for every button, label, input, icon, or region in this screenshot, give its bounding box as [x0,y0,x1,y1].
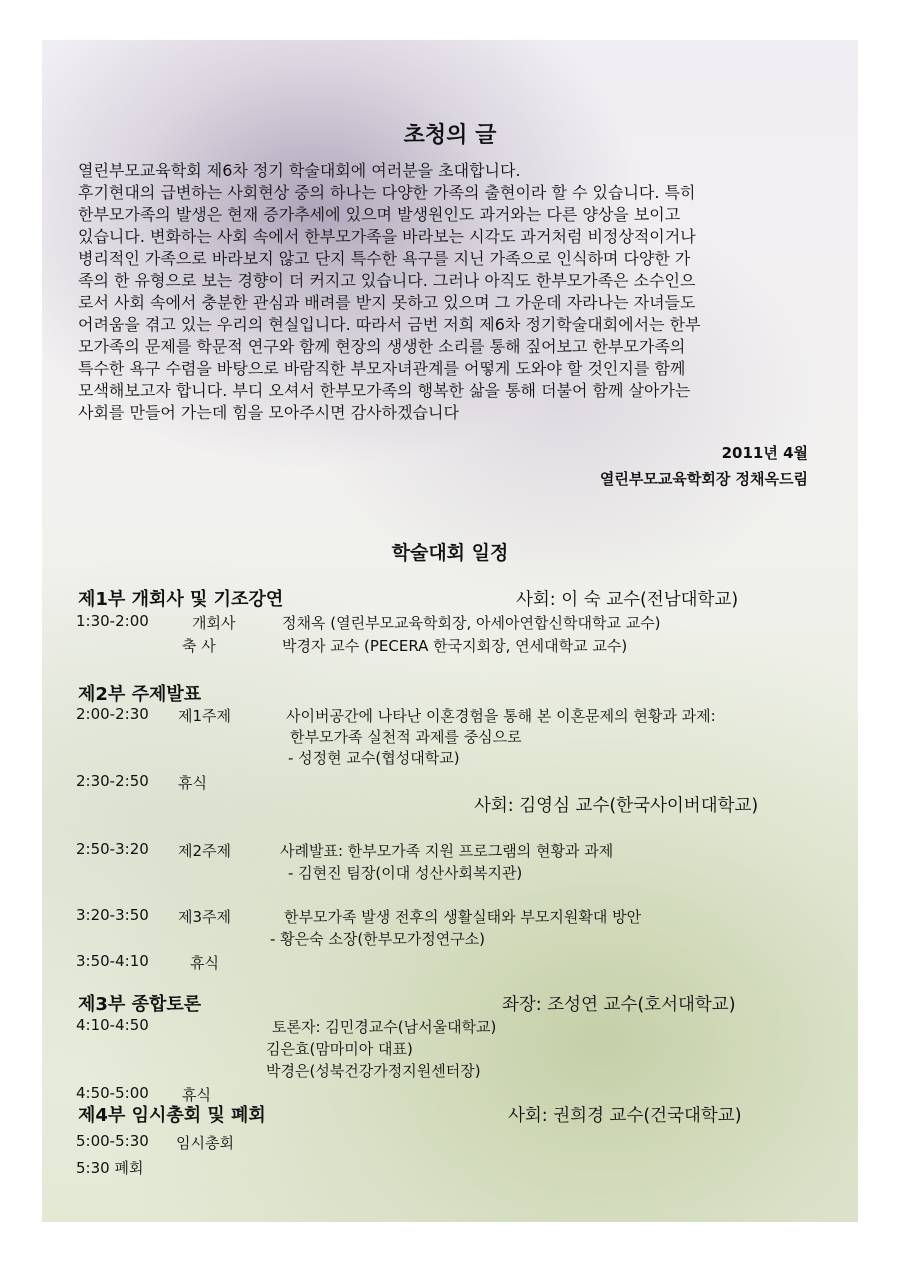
schedule-label: 임시총회 [176,1134,234,1152]
part3-host: 좌장: 조성연 교수(호서대학교) [502,995,736,1015]
part2-heading: 제2부 주제발표 [78,684,202,705]
invitation-line: 특수한 욕구 수렴을 바탕으로 바람직한 부모자녀관계를 어떻게 도와야 할 것인지를 함께 [78,359,686,378]
invitation-line: 모색해보고자 합니다. 부디 오셔서 한부모가족의 행복한 삶을 통해 더불어 함께 살아가는 [78,381,691,400]
part2-host: 사회: 김영심 교수(한국사이버대학교) [474,796,759,816]
schedule-label: 축 사 [182,637,216,655]
invitation-line: 족의 한 유형으로 보는 경향이 더 커지고 있습니다. 그러나 아직도 한부모가족은 소수인으 [78,271,696,290]
invitation-title: 초청의 글 [403,123,497,148]
schedule-time: 5:00-5:30 [76,1132,149,1150]
topic-speaker: - 황은숙 소장(한부모가정연구소) [270,930,486,948]
topic-speaker: - 김현진 팀장(이대 성산사회복지관) [288,864,523,882]
schedule-time: 1:30-2:00 [76,612,149,630]
part3-heading: 제3부 종합토론 [78,994,202,1015]
topic-subtitle: 한부모가족 실천적 과제를 중심으로 [290,728,522,746]
schedule-label: 제2주제 [178,842,232,860]
invitation-line: 모가족의 문제를 학문적 연구와 함께 현장의 생생한 소리를 통해 짚어보고 한부모가족의 [78,337,686,356]
schedule-label: 휴식 [182,1086,211,1104]
schedule-time: 2:00-2:30 [76,705,149,723]
schedule-label: 개회사 [192,614,236,632]
schedule-time: 4:50-5:00 [76,1084,149,1102]
discussant: 박경은(성북건강가정지원센터장) [266,1062,481,1080]
invitation-line: 열린부모교육학회 제6차 정기 학술대회에 여러분을 초대합니다. [78,161,521,180]
schedule-text: 5:30 폐회 [76,1159,144,1177]
part4-host: 사회: 권희경 교수(건국대학교) [508,1106,742,1126]
invitation-line: 어려움을 겪고 있는 우리의 현실입니다. 따라서 금번 저희 제6차 정기학술대회에서는 한부 [78,315,701,334]
schedule-text: 박경자 교수 (PECERA 한국지회장, 연세대학교 교수) [282,637,628,655]
invitation-signature: 열린부모교육학회장 정채옥드림 [599,470,808,488]
schedule-time: 3:50-4:10 [76,952,149,970]
schedule-time: 3:20-3:50 [76,906,149,924]
invitation-line: 로서 사회 속에서 충분한 관심과 배려를 받지 못하고 있으며 그 가운데 자라나는 자녀들도 [78,293,696,312]
schedule-time: 2:50-3:20 [76,840,149,858]
schedule-label: 휴식 [178,774,207,792]
schedule-time: 4:10-4:50 [76,1016,149,1034]
schedule-text: 정채옥 (열린부모교육학회장, 아세아연합신학대학교 교수) [282,614,661,632]
invitation-line: 후기현대의 급변하는 사회현상 중의 하나는 다양한 가족의 출현이라 할 수 있습니다. 특히 [78,183,696,202]
part4-heading: 제4부 임시총회 및 폐회 [78,1105,266,1126]
schedule-label: 휴식 [190,954,219,972]
part1-host: 사회: 이 숙 교수(전남대학교) [516,590,739,610]
schedule-time: 2:30-2:50 [76,772,149,790]
discussant: 김은효(맘마미아 대표) [266,1040,413,1058]
schedule-label: 제3주제 [178,908,232,926]
topic-speaker: - 성정현 교수(협성대학교) [288,749,460,767]
invitation-line: 한부모가족의 발생은 현재 증가추세에 있으며 발생원인도 과거와는 다른 양상을 보이고 [78,205,681,224]
part1-heading: 제1부 개회사 및 기조강연 [78,589,284,610]
topic-title: 사이버공간에 나타난 이혼경험을 통해 본 이혼문제의 현황과 과제: [286,707,716,725]
document-page [42,40,858,1222]
schedule-label: 제1주제 [178,707,232,725]
topic-title: 한부모가족 발생 전후의 생활실태와 부모지원확대 방안 [284,908,642,926]
invitation-line: 병리적인 가족으로 바라보지 않고 단지 특수한 욕구를 지닌 가족으로 인식하며 다양한 가 [78,249,691,268]
schedule-title: 학술대회 일정 [391,542,509,564]
invitation-date: 2011년 4월 [721,444,808,462]
discussant: 토론자: 김민경교수(남서울대학교) [272,1018,497,1036]
invitation-line: 있습니다. 변화하는 사회 속에서 한부모가족을 바라보는 시각도 과거처럼 비정상적이거나 [78,227,696,246]
invitation-line: 사회를 만들어 가는데 힘을 모아주시면 감사하겠습니다 [78,403,459,422]
topic-title: 사례발표: 한부모가족 지원 프로그램의 현황과 과제 [280,842,614,860]
